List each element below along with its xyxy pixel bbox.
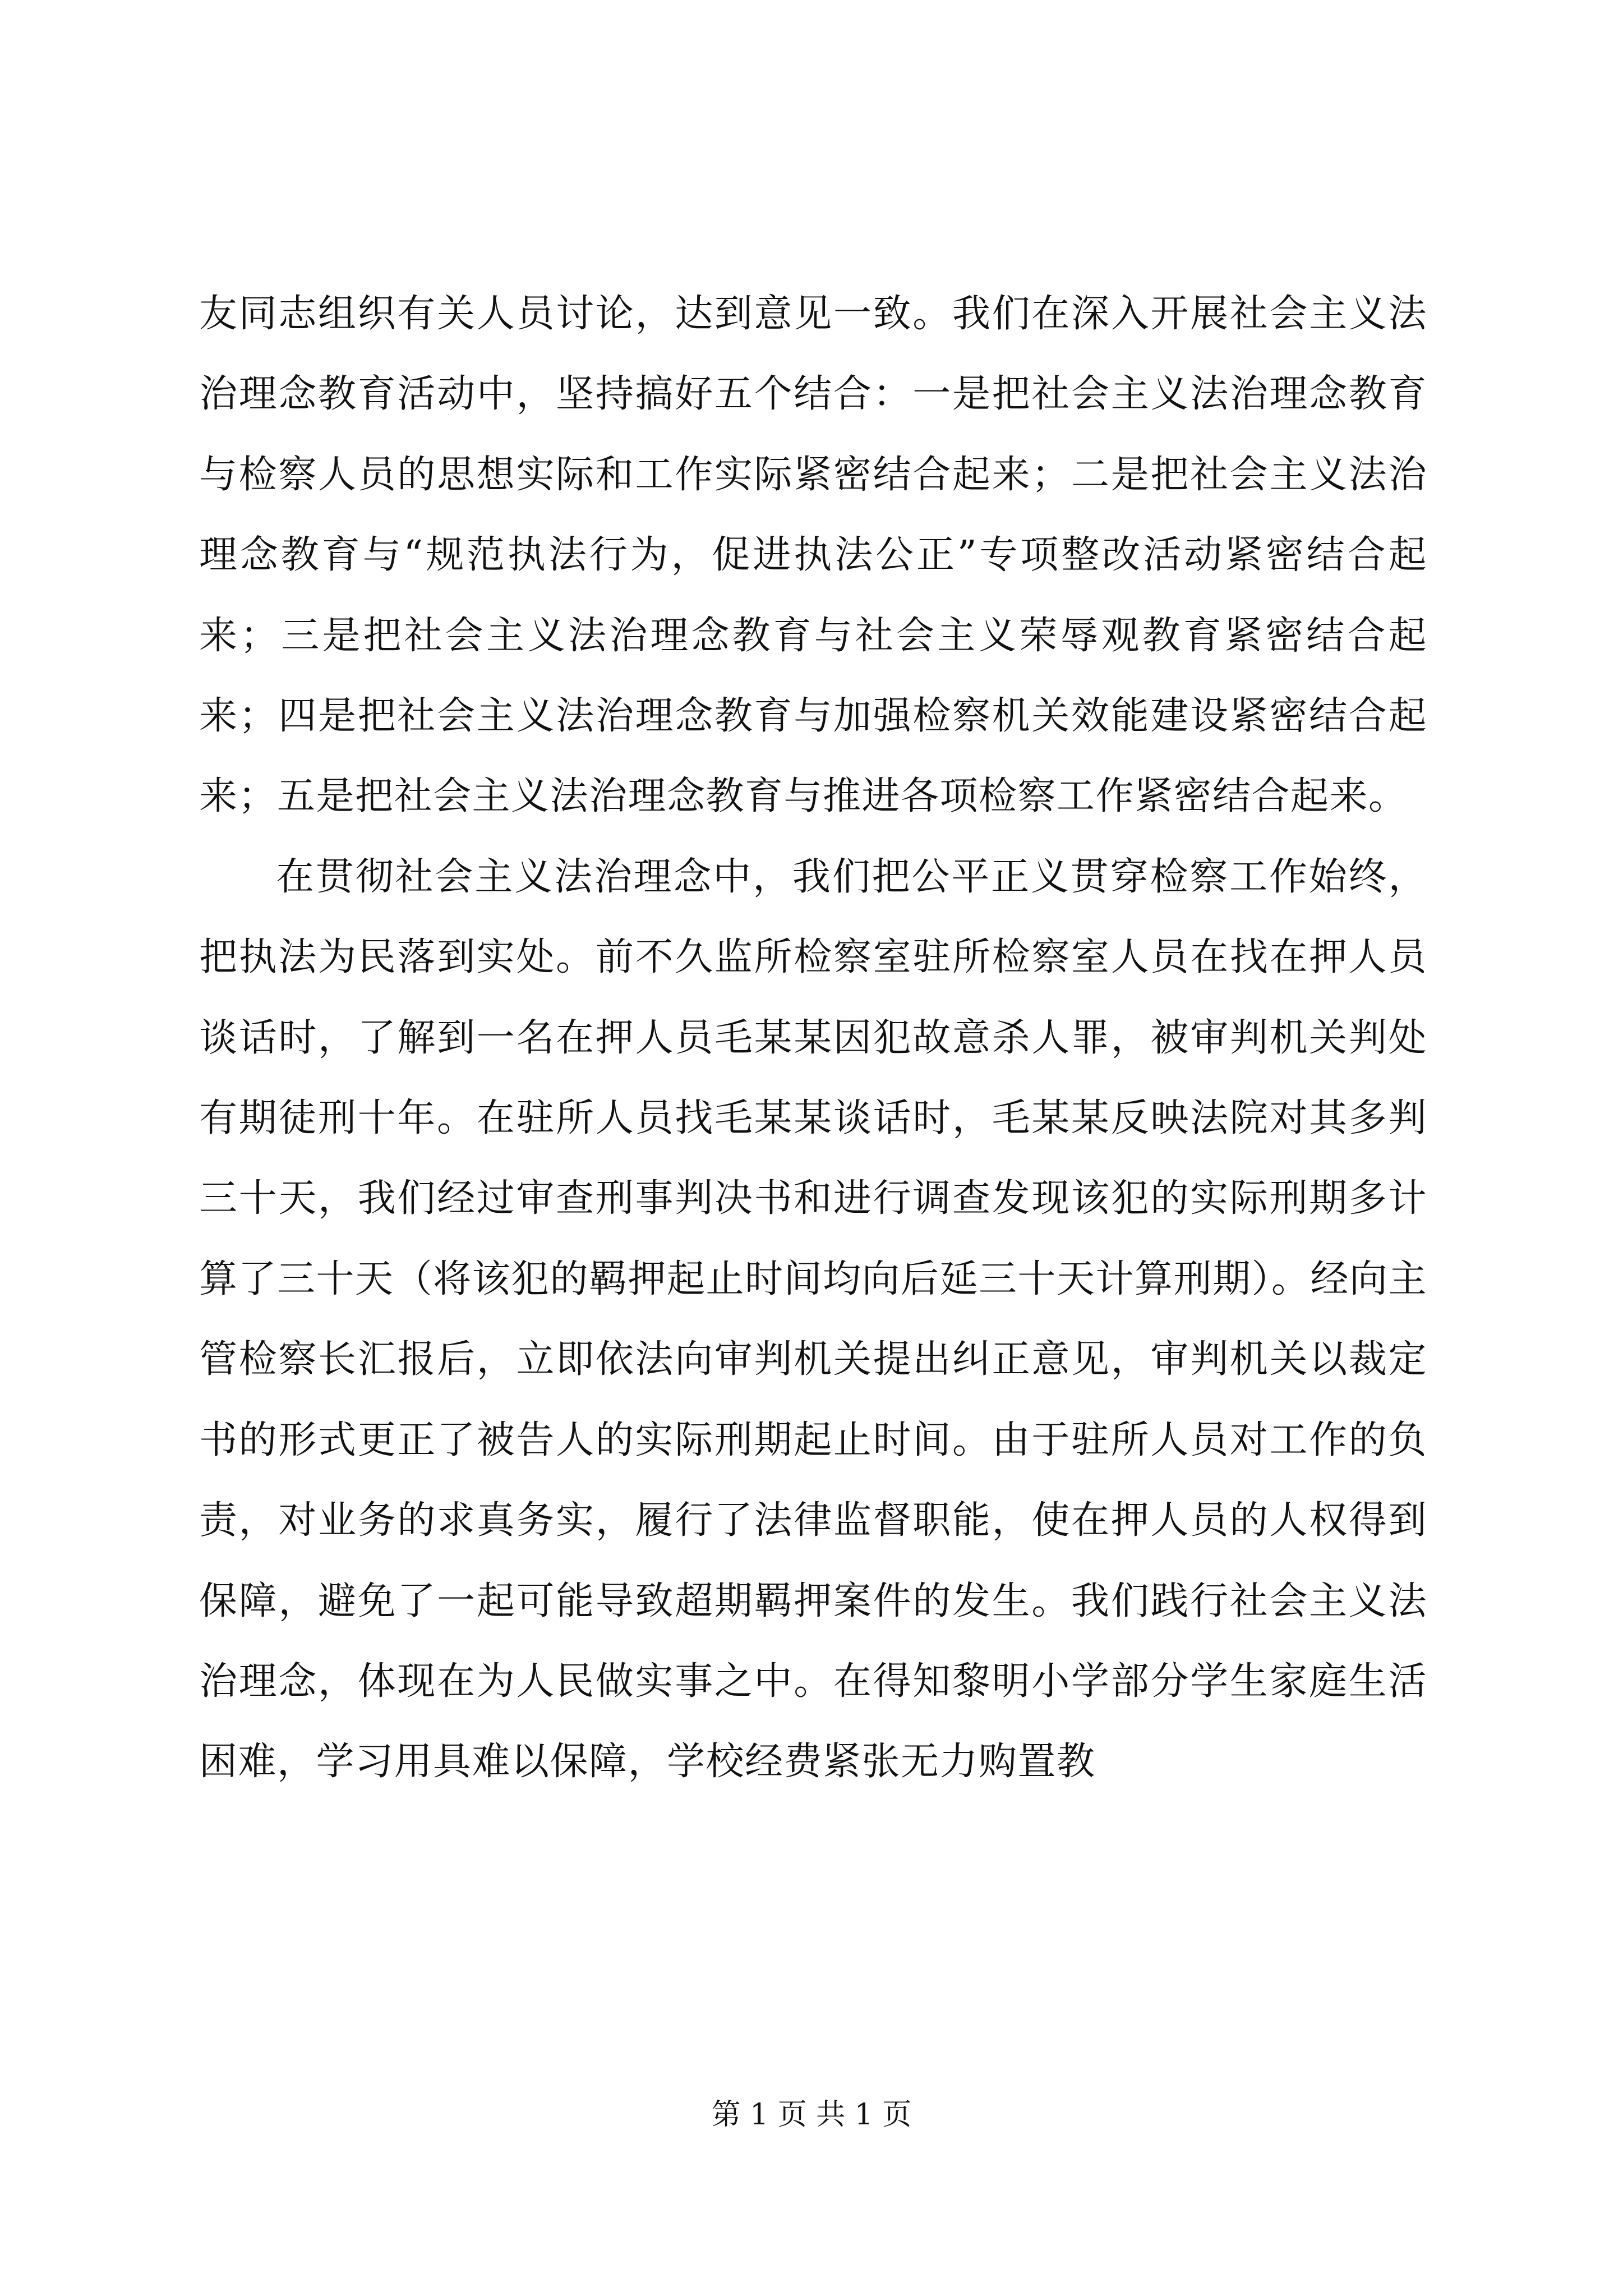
page-footer: 第 1 页 共 1 页 xyxy=(711,2098,912,2132)
document-body xyxy=(199,274,1427,1802)
paragraph-continuation: 友同志组织有关人员讨论，达到意见一致。我们在深入开展社会主义法治理念教育活动中，坚持搞好五个结合：一是把社会主义法治理念教育与检察人员的思想实际和工作实际紧密结合起来；二是把社会主义法治理念教育与“规范执法行为，促进执法公正”专项整改活动紧密结合起来；三是把社会主义法治理念教育与社会主义荣辱观教育紧密结合起来；四是把社会主义法治理念教育与加强检察机关效能建设紧密结合起来；五是把社会主义法治理念教育与推进各项检察工作紧密结合起来。 xyxy=(199,292,1427,819)
paragraph-legal-supervision: 在贯彻社会主义法治理念中，我们把公平正义贯穿检察工作始终，把执法为民落到实处。前不久监所检察室驻所检察室人员在找在押人员谈话时，了解到一名在押人员毛某某因犯故意杀人罪，被审判机关判处有期徒刑十年。在驻所人员找毛某某谈话时，毛某某反映法院对其多判三十天，我们经过审查刑事判决书和进行调查发现该犯的实际刑期多计算了三十天（将该犯的羁押起止时间均向后延三十天计算刑期）。经向主管检察长汇报后，立即依法向审判机关提出纠正意见，审判机关以裁定书的形式更正了被告人的实际刑期起止时间。由于驻所人员对工作的负责，对业务的求真务实，履行了法律监督职能，使在押人员的人权得到保障，避免了一起可能导致超期羁押案件的发生。我们践行社会主义法治理念，体现在为人民做实事之中。在得知黎明小学部分学生家庭生活困难，学习用具难以保障，学校经费紧张无力购置教 xyxy=(199,854,1428,1784)
